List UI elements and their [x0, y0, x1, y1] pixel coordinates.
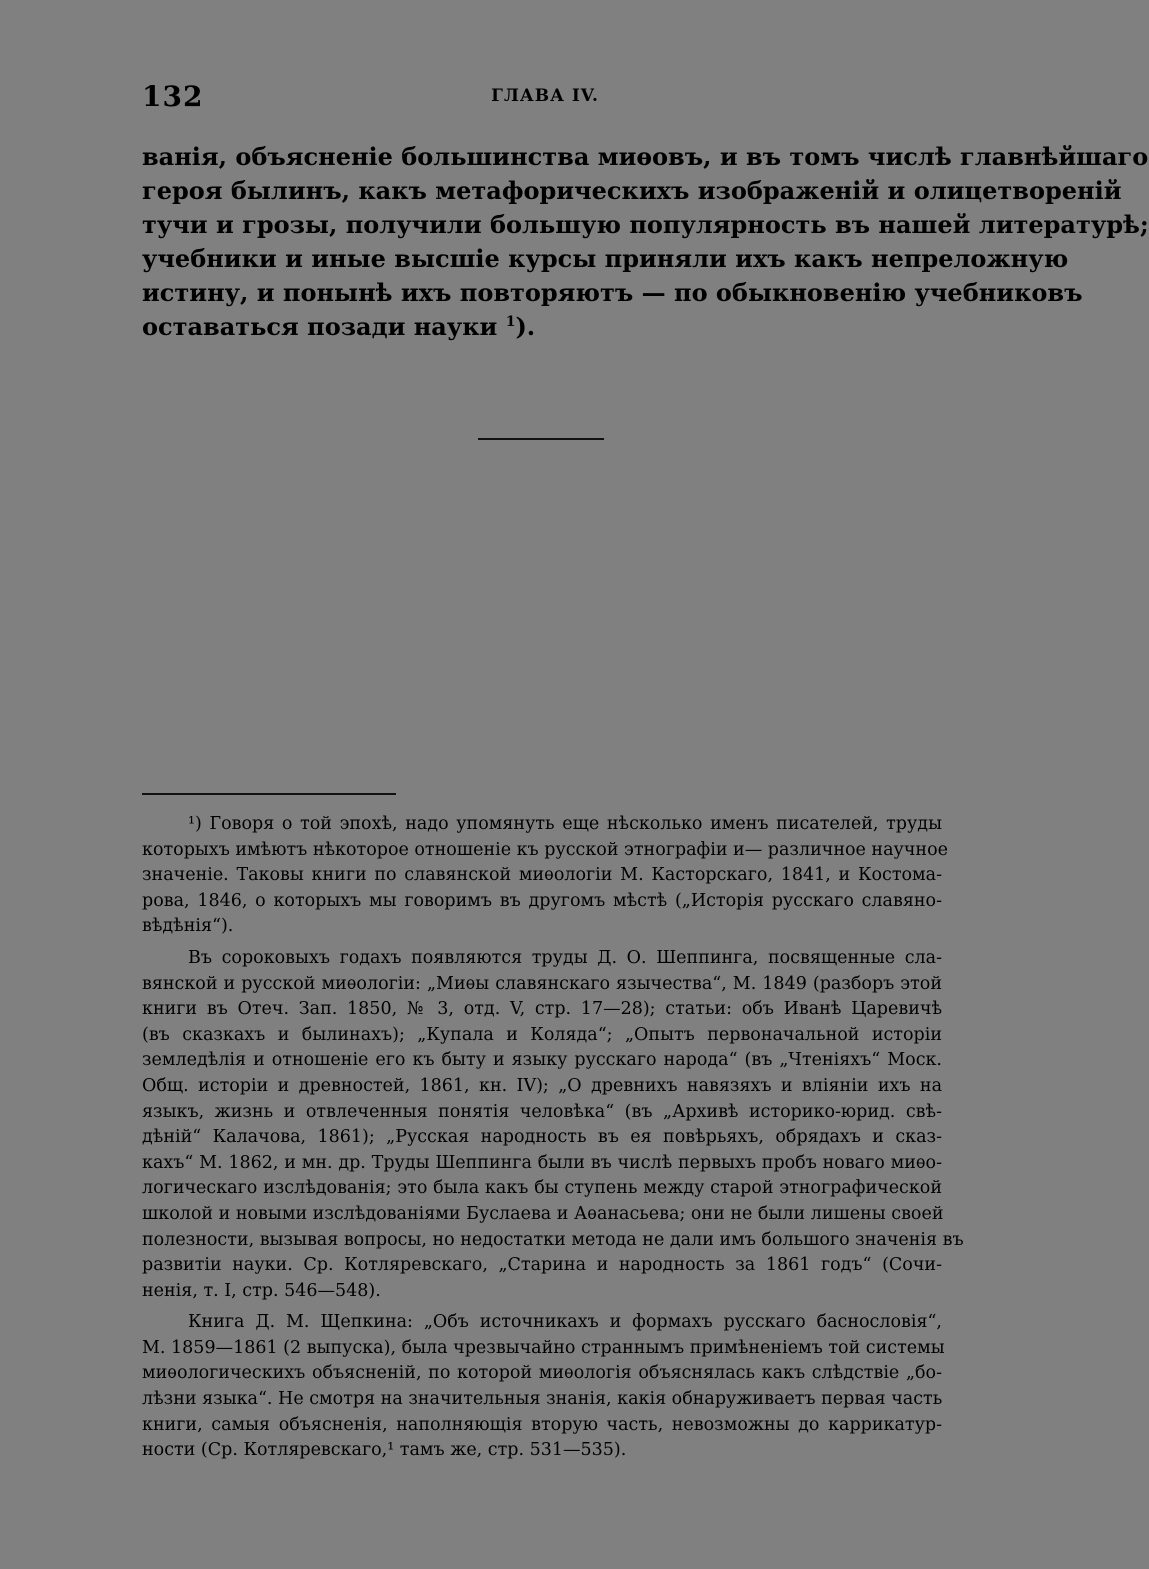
text-line-content: оставаться позади науки: [142, 312, 498, 341]
text-line: ванія, объясненіе большинства миѳовъ, и въ томъ числѣ главнѣйшаго: [142, 142, 1149, 171]
footnote-line: книги въ Отеч. Зап. 1850, № 3, отд. V, стр. 17—28); статьи: объ Иванѣ Царевичѣ: [142, 999, 942, 1020]
footnote-line: ности (Ср. Котляревскаго,¹ тамъ же, стр. 531—535).: [142, 1440, 627, 1461]
footnote-line: М. 1859—1861 (2 выпуска), была чрезвычайно страннымъ примѣненіемъ той системы: [142, 1337, 945, 1358]
footnote-line: ненія, т. I, стр. 546—548).: [142, 1280, 381, 1301]
footnote-line: дѣній“ Калачова, 1861); „Русская народность въ ея повѣрьяхъ, обрядахъ и сказ-: [142, 1127, 942, 1148]
footnote-line: развитіи науки. Ср. Котляревскаго, „Старина и народность за 1861 годъ“ (Сочи-: [142, 1255, 942, 1276]
footnote-line: ¹) Говоря о той эпохѣ, надо упомянуть еще нѣсколько именъ писателей, труды: [188, 814, 942, 834]
footnote-line: Книга Д. М. Щепкина: „Объ источникахъ и формахъ русскаго баснословія“,: [188, 1312, 942, 1333]
page-number: 132: [142, 80, 204, 113]
text-line: тучи и грозы, получили большую популярность въ нашей литературѣ;: [142, 210, 1149, 239]
footnote-line: рова, 1846, о которыхъ мы говоримъ въ другомъ мѣстѣ („Исторія русскаго славяно-: [142, 890, 942, 911]
footnote-rule: [142, 793, 396, 795]
footnote-marker: 1: [505, 314, 516, 330]
text-line: учебники и иные высшіе курсы приняли ихъ какъ непреложную: [142, 244, 1069, 273]
footnote-line: книги, самыя объясненія, наполняющія вторую часть, невозможны до каррикатур-: [142, 1414, 942, 1435]
footnote-line: школой и новыми изслѣдованіями Буслаева и Аѳанасьева; они не были лишены своей: [142, 1203, 944, 1224]
footnote-line: вянской и русской миѳологіи: „Миѳы славянскаго язычества“, М. 1849 (разборъ этой: [142, 973, 942, 994]
footnote-line: Въ сороковыхъ годахъ появляются труды Д. О. Шеппинга, посвященные сла-: [188, 947, 942, 968]
footnote-line: значеніе. Таковы книги по славянской миѳологіи М. Касторскаго, 1841, и Костома-: [142, 865, 942, 886]
footnote-line: лѣзни языка“. Не смотря на значительныя знанія, какія обнаруживаетъ первая часть: [142, 1389, 943, 1410]
running-header: ГЛАВА IV.: [491, 86, 599, 106]
footnote-line: которыхъ имѣютъ нѣкоторое отношеніе къ русской этнографіи и— различное научное: [142, 839, 948, 860]
text-line: истину, и понынѣ ихъ повторяютъ — по обыкновенію учебниковъ: [142, 278, 1083, 307]
footnote-line: Общ. исторіи и древностей, 1861, кн. IV); „О древнихъ навязяхъ и вліяніи ихъ на: [142, 1075, 942, 1096]
footnote-line: кахъ“ М. 1862, и мн. др. Труды Шеппинга были въ числѣ первыхъ пробъ новаго миѳо-: [142, 1152, 942, 1173]
footnote-line: языкъ, жизнь и отвлеченныя понятія человѣка“ (въ „Архивѣ историко-юрид. свѣ-: [142, 1101, 942, 1122]
footnote-line: миѳологическихъ объясненій, по которой миѳологія объяснялась какъ слѣдствіе „бо-: [142, 1363, 942, 1384]
footnote-line: логическаго изслѣдованія; это была какъ бы ступень между старой этнографической: [142, 1178, 942, 1199]
text-line: героя былинъ, какъ метафорическихъ изображеній и олицетвореній: [142, 176, 1122, 205]
footnote-line: полезности, вызывая вопросы, но недостатки метода не дали имъ большого значенія въ: [142, 1229, 964, 1250]
text-line-last: [142, 310, 952, 344]
footnote-line: вѣдѣнія“).: [142, 916, 234, 937]
footnote-line: земледѣлія и отношеніе его къ быту и языку русскаго народа“ (въ „Чтеніяхъ“ Моск.: [142, 1050, 942, 1071]
main-paragraph: [142, 140, 1149, 344]
footnotes: [142, 812, 964, 1464]
footnote-line: (въ сказкахъ и былинахъ); „Купала и Коляда“; „Опытъ первоначальной исторіи: [142, 1024, 942, 1045]
section-separator: [478, 438, 604, 440]
closing-punctuation: ).: [515, 312, 536, 341]
